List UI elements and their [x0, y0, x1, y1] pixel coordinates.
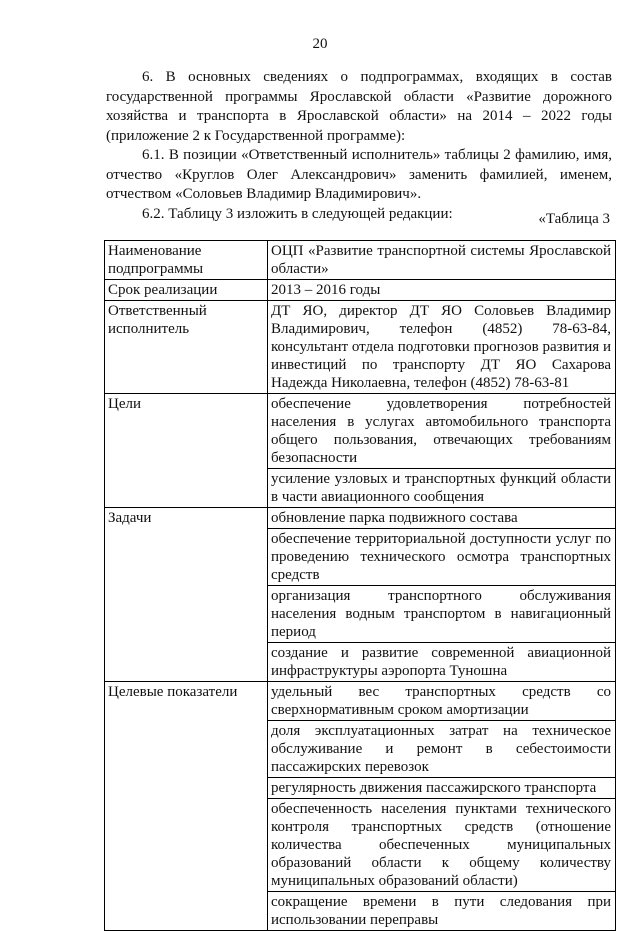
paragraph-6-2: 6.2. Таблицу 3 изложить в следующей редакции:: [142, 205, 453, 222]
table-row: [105, 280, 616, 301]
executor-value: ДТ ЯО, директор ДТ ЯО Соловьев Владимир Владимирович, телефон (4852) 78-63-84, консультант отдела подготовки прогнозов развития и инвестиций по транспорту ДТ ЯО Сахарова Надежда Николаевна, телефон (4852) 78-63-81: [268, 301, 616, 394]
goal-item: обеспечение удовлетворения потребностей населения в услугах автомобильного транспорта общего пользования, отвечающих требованиям безопасности: [268, 394, 616, 469]
table-row: [105, 682, 616, 721]
paragraph-6-1: 6.1. В позиции «Ответственный исполнитель» таблицы 2 фамилию, имя, отчество «Круглов Олег Александрович» заменить фамилией, именем, отчеством «Соловьев Владимир Владимирович».: [106, 147, 612, 202]
subprogram-table: [104, 240, 616, 931]
paragraph-6: 6. В основных сведениях о подпрограммах, входящих в состав государственной программы Ярославской области «Развитие дорожного хозяйства и транспорта в Ярославской области» на 2014 – 2022 годы (приложение 2 к Государственной программе):: [106, 69, 612, 144]
goal-item: усиление узловых и транспортных функций области в части авиационного сообщения: [268, 469, 616, 508]
name-label: Наименование подпрограммы: [105, 241, 268, 280]
indicator-item: удельный вес транспортных средств со сверхнормативным сроком амортизации: [268, 682, 616, 721]
indicator-item: доля эксплуатационных затрат на техническое обслуживание и ремонт в себестоимости пассажирских перевозок: [268, 721, 616, 778]
table-row: [105, 241, 616, 280]
intro-text: [106, 68, 612, 224]
indicator-item: сокращение времени в пути следования при использовании переправы: [268, 892, 616, 931]
task-item: обновление парка подвижного состава: [268, 508, 616, 529]
goals-label: Цели: [105, 394, 268, 508]
indicator-item: обеспеченность населения пунктами технического контроля транспортных средств (отношение количества обеспеченных муниципальных образований области к общему количеству муниципальных образований области): [268, 799, 616, 892]
task-item: создание и развитие современной авиационной инфраструктуры аэропорта Туношна: [268, 643, 616, 682]
period-label: Срок реализации: [105, 280, 268, 301]
name-value: ОЦП «Развитие транспортной системы Ярославской области»: [268, 241, 616, 280]
period-value: 2013 – 2016 годы: [268, 280, 616, 301]
table-row: [105, 394, 616, 469]
task-item: организация транспортного обслуживания населения водным транспортом в навигационный период: [268, 586, 616, 643]
table-row: [105, 301, 616, 394]
tasks-label: Задачи: [105, 508, 268, 682]
table-caption: «Таблица 3: [538, 211, 610, 227]
table-row: [105, 508, 616, 529]
indicators-label: Целевые показатели: [105, 682, 268, 931]
indicator-item: регулярность движения пассажирского транспорта: [268, 778, 616, 799]
task-item: обеспечение территориальной доступности услуг по проведению технического осмотра транспортных средств: [268, 529, 616, 586]
executor-label: Ответственный исполнитель: [105, 301, 268, 394]
page-number: 20: [312, 36, 328, 52]
